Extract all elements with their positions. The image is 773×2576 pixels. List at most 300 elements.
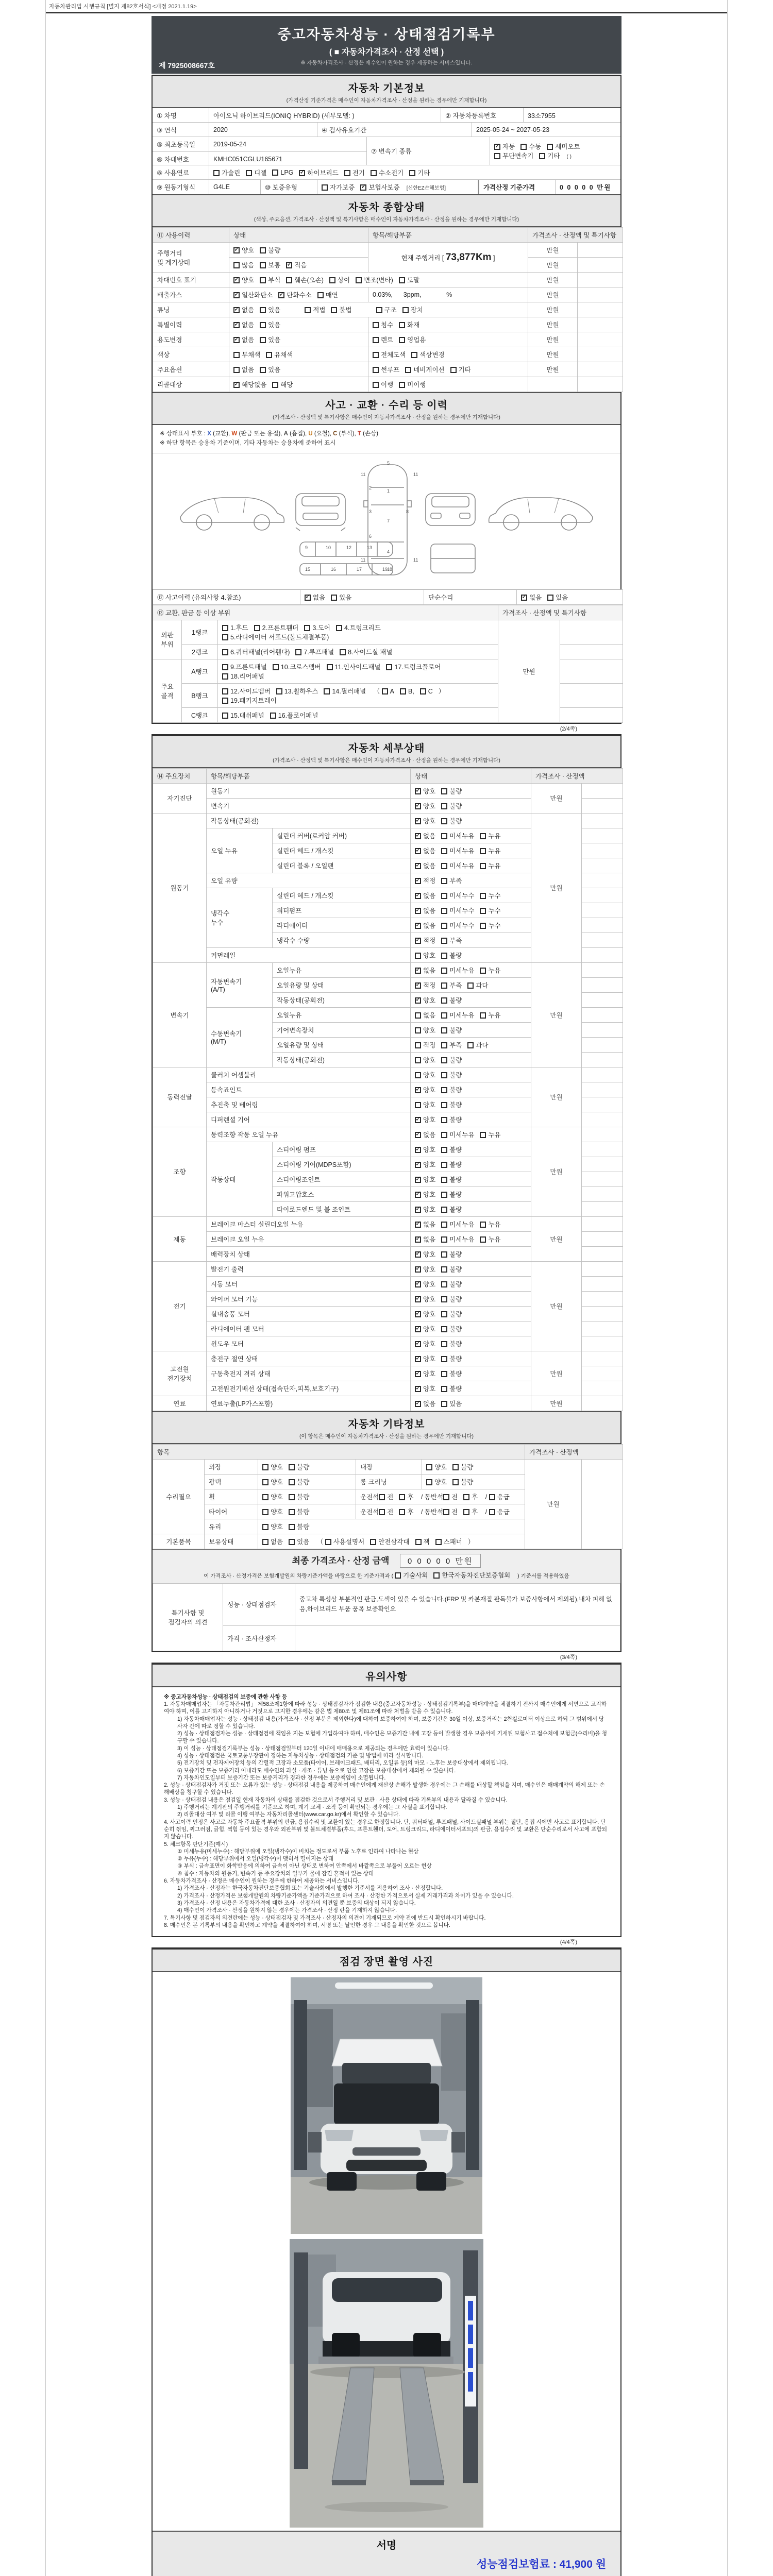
checkbox[interactable] xyxy=(402,307,409,313)
checkbox-option[interactable]: ✓자동 xyxy=(494,143,515,150)
checkbox-option[interactable]: 불량 xyxy=(441,1087,462,1094)
checkbox-option[interactable]: 불량 xyxy=(441,1385,462,1393)
checkbox-option[interactable]: 불량 xyxy=(452,1464,473,1471)
checkbox-option[interactable]: 미세누유 xyxy=(441,1221,474,1228)
checkbox[interactable] xyxy=(441,1027,447,1033)
checkbox-option[interactable]: 없음 xyxy=(233,366,254,374)
checkbox[interactable] xyxy=(480,923,486,929)
checkbox[interactable] xyxy=(441,908,447,914)
checkbox[interactable] xyxy=(480,833,486,839)
checkbox-option[interactable]: 불량 xyxy=(441,1281,462,1288)
checkbox-option[interactable]: ✓ 양호 xyxy=(415,1370,435,1378)
checkbox[interactable] xyxy=(415,1222,421,1228)
checkbox[interactable] xyxy=(441,1222,447,1228)
checkbox[interactable] xyxy=(415,788,421,794)
checkbox-option[interactable]: ✓ 양호 xyxy=(415,1176,435,1183)
checkbox-option[interactable]: 세미오토 xyxy=(547,143,580,150)
checkbox-option[interactable]: 기타 xyxy=(450,366,471,374)
checkbox[interactable] xyxy=(289,1539,295,1545)
checkbox[interactable] xyxy=(262,1509,268,1515)
checkbox-option[interactable]: 미세누유 xyxy=(441,1236,474,1243)
checkbox-option[interactable]: ✓ 없음 xyxy=(415,1131,435,1139)
checkbox-option[interactable]: 전 xyxy=(443,1494,458,1501)
checkbox-option[interactable]: 양호 xyxy=(262,1509,283,1516)
checkbox-option[interactable]: 무채색 xyxy=(233,351,260,359)
checkbox[interactable] xyxy=(441,1072,447,1078)
checkbox-option[interactable]: ✓ 양호 xyxy=(415,1251,435,1258)
checkbox-option[interactable]: 불량 xyxy=(289,1464,309,1471)
checkbox[interactable] xyxy=(233,247,240,253)
checkbox-option[interactable]: ✓ 양호 xyxy=(415,1266,435,1273)
checkbox[interactable] xyxy=(415,923,421,929)
checkbox[interactable] xyxy=(441,1251,447,1258)
checkbox[interactable] xyxy=(415,1266,421,1273)
checkbox[interactable] xyxy=(441,1102,447,1108)
checkbox[interactable] xyxy=(325,1539,331,1545)
checkbox[interactable] xyxy=(260,367,266,373)
checkbox[interactable] xyxy=(304,625,310,631)
checkbox-option[interactable]: ✓ 양호 xyxy=(415,1355,435,1363)
checkbox[interactable] xyxy=(480,1222,486,1228)
checkbox-option[interactable]: ✓ 양호 xyxy=(415,1206,435,1213)
checkbox-option[interactable]: 불량 xyxy=(441,1311,462,1318)
checkbox[interactable] xyxy=(305,307,311,313)
checkbox-option[interactable]: 5.라디에이터 서포트(볼트체결부품) xyxy=(222,634,329,641)
checkbox[interactable] xyxy=(415,953,421,959)
checkbox-option[interactable]: ✓ 없음 xyxy=(415,862,435,870)
checkbox-option[interactable]: 전기 xyxy=(344,168,365,177)
checkbox-option[interactable]: ✓ 없음 xyxy=(415,967,435,974)
checkbox-option[interactable]: 잭 xyxy=(415,1538,430,1546)
checkbox[interactable] xyxy=(443,1509,449,1515)
checkbox[interactable] xyxy=(433,1572,440,1579)
checkbox-option[interactable]: 전체도색 xyxy=(373,351,406,359)
checkbox-option[interactable]: 1.후드 xyxy=(222,624,248,632)
checkbox-option[interactable]: 불량 xyxy=(441,1176,462,1183)
checkbox-option[interactable]: 있음 xyxy=(441,1400,462,1408)
checkbox[interactable] xyxy=(222,713,228,719)
checkbox-option[interactable]: ✓ 양호 xyxy=(415,1341,435,1348)
checkbox-option[interactable]: ✓ 적정 xyxy=(415,877,435,885)
checkbox-option[interactable]: 불량 xyxy=(441,1266,462,1273)
checkbox-option[interactable]: 수동 xyxy=(520,143,541,150)
checkbox-option[interactable]: 누수 xyxy=(480,922,500,929)
checkbox-option[interactable]: 있음 xyxy=(260,336,280,344)
checkbox[interactable] xyxy=(222,649,228,655)
checkbox[interactable] xyxy=(399,277,405,283)
checkbox[interactable] xyxy=(379,1509,385,1515)
checkbox-option[interactable]: 자가보증 xyxy=(322,184,355,191)
checkbox[interactable] xyxy=(289,1509,295,1515)
checkbox[interactable] xyxy=(370,1539,376,1545)
checkbox[interactable] xyxy=(441,848,447,854)
checkbox[interactable] xyxy=(379,1494,385,1500)
checkbox[interactable] xyxy=(213,170,220,176)
checkbox[interactable] xyxy=(317,292,324,298)
checkbox-option[interactable]: 양호 xyxy=(262,1523,283,1531)
checkbox[interactable] xyxy=(336,625,342,631)
checkbox-option[interactable]: 누유 xyxy=(480,1221,500,1228)
checkbox[interactable] xyxy=(415,848,421,854)
checkbox[interactable] xyxy=(415,1371,421,1377)
checkbox-option[interactable]: ✓ 양호 xyxy=(415,1385,435,1393)
checkbox-option[interactable]: 침수 xyxy=(373,321,393,329)
checkbox-option[interactable]: 전 xyxy=(443,1509,458,1516)
checkbox-option[interactable]: 양호 xyxy=(262,1494,283,1501)
checkbox[interactable] xyxy=(441,1311,447,1317)
checkbox-option[interactable]: 부족 xyxy=(441,937,462,944)
checkbox[interactable] xyxy=(260,262,266,268)
checkbox-option[interactable]: 도말 xyxy=(399,277,419,284)
checkbox-option[interactable]: 불량 xyxy=(260,247,280,254)
checkbox[interactable] xyxy=(426,1464,432,1470)
checkbox-option[interactable]: 양호 xyxy=(415,1072,435,1079)
checkbox-option[interactable]: ✓ 양호 xyxy=(415,818,435,825)
checkbox-option[interactable]: 불량 xyxy=(441,1101,462,1109)
checkbox[interactable] xyxy=(222,688,228,694)
checkbox-option[interactable]: 있음 xyxy=(331,594,351,601)
checkbox-option[interactable]: 불량 xyxy=(289,1523,309,1531)
checkbox-option[interactable]: 있음 xyxy=(260,366,280,374)
checkbox-option[interactable]: ✓ 양호 xyxy=(415,1161,435,1168)
checkbox[interactable] xyxy=(415,1401,421,1407)
checkbox[interactable] xyxy=(289,1524,295,1530)
checkbox-option[interactable]: 누유 xyxy=(480,848,500,855)
checkbox[interactable] xyxy=(441,1296,447,1302)
checkbox[interactable] xyxy=(405,367,411,373)
checkbox[interactable] xyxy=(322,184,328,191)
checkbox[interactable] xyxy=(233,382,240,388)
checkbox[interactable] xyxy=(441,1057,447,1063)
checkbox-option[interactable]: 양호 xyxy=(262,1464,283,1471)
checkbox-option[interactable]: 불량 xyxy=(441,818,462,825)
checkbox[interactable] xyxy=(415,1296,421,1302)
checkbox-option[interactable]: 부족 xyxy=(441,1042,462,1049)
checkbox[interactable] xyxy=(441,1386,447,1392)
checkbox-option[interactable]: 무단변속기 xyxy=(494,152,533,160)
checkbox[interactable] xyxy=(222,673,228,680)
checkbox[interactable] xyxy=(441,968,447,974)
checkbox-option[interactable]: ✓ 양호 xyxy=(415,1311,435,1318)
checkbox-option[interactable]: 3.도어 xyxy=(304,624,330,632)
checkbox-option[interactable]: ✓ 양호 xyxy=(233,277,254,284)
checkbox[interactable] xyxy=(415,833,421,839)
checkbox[interactable] xyxy=(441,1326,447,1332)
checkbox-option[interactable]: 부족 xyxy=(441,877,462,885)
checkbox[interactable] xyxy=(286,277,292,283)
checkbox-option[interactable]: ✓ 없음 xyxy=(415,892,435,900)
checkbox[interactable] xyxy=(289,1479,295,1485)
checkbox-option[interactable]: 장치 xyxy=(402,307,423,314)
checkbox[interactable] xyxy=(266,352,272,358)
checkbox[interactable] xyxy=(262,1494,268,1500)
checkbox-option[interactable]: 불량 xyxy=(441,997,462,1004)
checkbox[interactable] xyxy=(286,262,292,268)
checkbox-option[interactable]: 불량 xyxy=(441,952,462,959)
checkbox-option[interactable]: 15.대쉬패널 xyxy=(222,712,264,719)
checkbox[interactable] xyxy=(415,803,421,809)
checkbox-option[interactable]: 많음 xyxy=(233,262,254,269)
checkbox-option[interactable]: 과다 xyxy=(467,1042,488,1049)
checkbox[interactable] xyxy=(547,144,553,150)
checkbox-option[interactable]: ✓ 양호 xyxy=(415,788,435,795)
checkbox-option[interactable]: 후 xyxy=(399,1509,413,1516)
checkbox-option[interactable]: 있음 xyxy=(547,594,568,601)
checkbox-option[interactable]: 양호 xyxy=(415,952,435,959)
checkbox[interactable] xyxy=(520,144,527,150)
checkbox[interactable] xyxy=(273,664,279,670)
checkbox[interactable] xyxy=(441,818,447,824)
checkbox[interactable] xyxy=(415,878,421,884)
checkbox[interactable] xyxy=(400,688,406,694)
checkbox[interactable] xyxy=(415,1027,421,1033)
checkbox[interactable] xyxy=(415,1251,421,1258)
checkbox[interactable] xyxy=(305,595,311,601)
checkbox[interactable] xyxy=(494,144,500,150)
checkbox[interactable] xyxy=(373,352,379,358)
checkbox[interactable] xyxy=(480,893,486,899)
checkbox[interactable] xyxy=(480,863,486,869)
checkbox-option[interactable]: 훼손(오손) xyxy=(286,277,324,284)
checkbox[interactable] xyxy=(222,625,228,631)
checkbox-option[interactable]: 16.플로어패널 xyxy=(270,712,318,719)
checkbox[interactable] xyxy=(262,1479,268,1485)
checkbox[interactable] xyxy=(289,1494,295,1500)
checkbox-option[interactable]: 미세누유 xyxy=(441,1131,474,1139)
checkbox-option[interactable]: 후 xyxy=(463,1494,478,1501)
checkbox-option[interactable]: 사용설명서 xyxy=(325,1538,364,1546)
checkbox-option[interactable]: 미이행 xyxy=(399,381,426,388)
checkbox-option[interactable]: 불량 xyxy=(441,1116,462,1124)
checkbox-option[interactable]: ✓ 없음 xyxy=(415,1236,435,1243)
checkbox[interactable] xyxy=(415,1192,421,1198)
checkbox[interactable] xyxy=(415,997,421,1004)
checkbox[interactable] xyxy=(441,1042,447,1048)
checkbox-option[interactable]: 불량 xyxy=(441,1057,462,1064)
checkbox[interactable] xyxy=(399,382,405,388)
checkbox[interactable] xyxy=(415,1042,421,1048)
checkbox[interactable] xyxy=(467,1042,474,1048)
checkbox[interactable] xyxy=(480,848,486,854)
checkbox-option[interactable]: 응급 xyxy=(489,1509,510,1516)
checkbox[interactable] xyxy=(272,170,278,176)
checkbox[interactable] xyxy=(262,1464,268,1470)
checkbox[interactable] xyxy=(415,893,421,899)
checkbox[interactable] xyxy=(441,938,447,944)
checkbox-option[interactable]: ✓ 양호 xyxy=(415,1191,435,1198)
checkbox-option[interactable]: 한국자동차진단보증협회 xyxy=(433,1572,510,1579)
checkbox[interactable] xyxy=(289,1464,295,1470)
checkbox-option[interactable]: 누수 xyxy=(480,907,500,914)
checkbox[interactable] xyxy=(463,1494,469,1500)
checkbox-option[interactable]: ✓ 하이브리드 xyxy=(299,168,338,177)
checkbox[interactable] xyxy=(441,1132,447,1138)
checkbox[interactable] xyxy=(415,1207,421,1213)
checkbox-option[interactable]: 후 xyxy=(463,1509,478,1516)
checkbox[interactable] xyxy=(441,982,447,989)
checkbox[interactable] xyxy=(435,1539,442,1545)
checkbox[interactable] xyxy=(329,277,335,283)
checkbox[interactable] xyxy=(386,664,392,670)
checkbox-option[interactable]: 불량 xyxy=(441,1296,462,1303)
checkbox[interactable] xyxy=(399,1494,405,1500)
checkbox-option[interactable]: ✓ 없음 xyxy=(305,594,325,601)
checkbox-option[interactable]: ✓ 없음 xyxy=(233,321,254,329)
checkbox-option[interactable]: 양호 xyxy=(426,1479,447,1486)
checkbox-option[interactable]: ✓ 탄화수소 xyxy=(278,292,311,299)
checkbox[interactable] xyxy=(371,170,377,176)
checkbox-option[interactable]: 6.쿼터패널(리어휀다) xyxy=(222,649,290,656)
checkbox-option[interactable]: 11.인사이드패널 xyxy=(327,664,381,671)
checkbox[interactable] xyxy=(489,1494,495,1500)
checkbox[interactable] xyxy=(233,322,240,328)
checkbox-option[interactable]: 있음 xyxy=(260,321,280,329)
checkbox-option[interactable]: 누유 xyxy=(480,1012,500,1019)
checkbox[interactable] xyxy=(246,170,252,176)
checkbox[interactable] xyxy=(415,1236,421,1243)
checkbox-option[interactable]: B, xyxy=(400,688,414,695)
checkbox[interactable] xyxy=(415,1132,421,1138)
checkbox[interactable] xyxy=(441,833,447,839)
checkbox-option[interactable]: 미세누유 xyxy=(441,833,474,840)
checkbox[interactable] xyxy=(441,878,447,884)
checkbox[interactable] xyxy=(441,997,447,1004)
checkbox-option[interactable]: ✓ 양호 xyxy=(415,1296,435,1303)
checkbox[interactable] xyxy=(260,307,266,313)
checkbox[interactable] xyxy=(360,184,366,191)
checkbox[interactable] xyxy=(415,1539,422,1545)
checkbox[interactable] xyxy=(450,367,457,373)
checkbox-option[interactable]: 누유 xyxy=(480,862,500,870)
checkbox-option[interactable]: 보통 xyxy=(260,262,280,269)
checkbox[interactable] xyxy=(382,688,388,694)
checkbox[interactable] xyxy=(324,688,330,694)
checkbox[interactable] xyxy=(415,1087,421,1093)
checkbox[interactable] xyxy=(415,1057,421,1063)
checkbox[interactable] xyxy=(441,1162,447,1168)
checkbox[interactable] xyxy=(331,595,337,601)
checkbox-option[interactable]: 미세누수 xyxy=(441,922,474,929)
checkbox-option[interactable]: 렌트 xyxy=(373,336,393,344)
checkbox[interactable] xyxy=(547,595,553,601)
checkbox[interactable] xyxy=(443,1494,449,1500)
checkbox-option[interactable]: 불량 xyxy=(289,1494,309,1501)
checkbox-option[interactable]: ✓ 없음 xyxy=(233,336,254,344)
checkbox-option[interactable]: 19.패키지트레이 xyxy=(222,697,277,704)
checkbox-option[interactable]: ✓ 일산화탄소 xyxy=(233,292,273,299)
checkbox-option[interactable]: 양호 xyxy=(415,1057,435,1064)
checkbox[interactable] xyxy=(373,337,379,343)
checkbox[interactable] xyxy=(441,1341,447,1347)
checkbox[interactable] xyxy=(373,322,379,328)
checkbox-option[interactable]: 적정 xyxy=(415,1042,435,1049)
checkbox-option[interactable]: 해당 xyxy=(272,381,293,388)
checkbox[interactable] xyxy=(233,307,240,313)
checkbox-option[interactable]: 이행 xyxy=(373,381,393,388)
checkbox[interactable] xyxy=(373,367,379,373)
checkbox-option[interactable]: ✓ 적정 xyxy=(415,937,435,944)
checkbox[interactable] xyxy=(233,262,240,268)
checkbox-option[interactable]: 8.사이드실 패널 xyxy=(340,649,392,656)
checkbox-option[interactable]: 미세누유 xyxy=(441,848,474,855)
checkbox[interactable] xyxy=(276,688,282,694)
checkbox[interactable] xyxy=(452,1479,459,1485)
checkbox[interactable] xyxy=(415,1177,421,1183)
checkbox[interactable] xyxy=(441,1236,447,1243)
checkbox[interactable] xyxy=(254,625,260,631)
checkbox[interactable] xyxy=(233,292,240,298)
checkbox[interactable] xyxy=(222,634,228,640)
checkbox[interactable] xyxy=(415,1341,421,1347)
checkbox[interactable] xyxy=(399,322,405,328)
checkbox-option[interactable]: 불량 xyxy=(441,1027,462,1034)
checkbox-option[interactable]: ✓ 양호 xyxy=(415,1087,435,1094)
checkbox-option[interactable]: 13.휠하우스 xyxy=(276,688,318,695)
checkbox-option[interactable]: ✓양호 xyxy=(233,247,254,254)
checkbox-option[interactable]: 기타 xyxy=(539,152,560,160)
checkbox[interactable] xyxy=(494,153,500,159)
checkbox-option[interactable]: 구조 xyxy=(376,307,397,314)
checkbox-option[interactable]: 없음 xyxy=(262,1538,283,1546)
checkbox[interactable] xyxy=(376,307,382,313)
checkbox-option[interactable]: 누수 xyxy=(480,892,500,900)
checkbox[interactable] xyxy=(411,352,417,358)
checkbox-option[interactable]: 유채색 xyxy=(266,351,293,359)
checkbox-option[interactable]: 있음 xyxy=(260,307,280,314)
checkbox-option[interactable]: 양호 xyxy=(426,1464,447,1471)
checkbox[interactable] xyxy=(441,1192,447,1198)
checkbox-option[interactable]: ✓ 양호 xyxy=(415,997,435,1004)
checkbox-option[interactable]: 불량 xyxy=(441,1251,462,1258)
checkbox[interactable] xyxy=(295,649,301,655)
checkbox[interactable] xyxy=(480,1012,486,1019)
checkbox-option[interactable]: 기타 xyxy=(409,168,430,177)
checkbox-option[interactable]: 불법 xyxy=(331,307,351,314)
checkbox[interactable] xyxy=(441,1177,447,1183)
checkbox[interactable] xyxy=(356,277,362,283)
checkbox-option[interactable]: A xyxy=(382,688,394,695)
checkbox-option[interactable]: 불량 xyxy=(441,1326,462,1333)
checkbox[interactable] xyxy=(441,953,447,959)
checkbox-option[interactable]: 불량 xyxy=(441,1146,462,1154)
checkbox-option[interactable]: 불량 xyxy=(289,1479,309,1486)
checkbox[interactable] xyxy=(441,803,447,809)
checkbox-option[interactable]: 누유 xyxy=(480,1131,500,1139)
checkbox-option[interactable]: 상이 xyxy=(329,277,350,284)
checkbox-option[interactable]: 미세누유 xyxy=(441,862,474,870)
checkbox[interactable] xyxy=(399,1509,405,1515)
checkbox[interactable] xyxy=(441,1281,447,1287)
checkbox-option[interactable]: ✓ 해당없음 xyxy=(233,381,266,388)
checkbox-option[interactable]: 응급 xyxy=(489,1494,510,1501)
checkbox[interactable] xyxy=(441,923,447,929)
checkbox[interactable] xyxy=(415,1072,421,1078)
checkbox-option[interactable]: ✓ 없음 xyxy=(415,833,435,840)
checkbox-option[interactable]: C xyxy=(420,688,433,695)
checkbox-option[interactable]: 7.루프패널 xyxy=(295,649,334,656)
checkbox-option[interactable]: 12.사이드멤버 xyxy=(222,688,271,695)
checkbox-option[interactable]: ✓ 양호 xyxy=(415,1326,435,1333)
checkbox[interactable] xyxy=(441,893,447,899)
checkbox-option[interactable]: ✓ 없음 xyxy=(415,1400,435,1408)
checkbox-option[interactable]: ✓ 양호 xyxy=(415,1146,435,1154)
checkbox[interactable] xyxy=(441,1371,447,1377)
checkbox[interactable] xyxy=(415,1102,421,1108)
checkbox[interactable] xyxy=(467,982,474,989)
checkbox[interactable] xyxy=(420,688,426,694)
checkbox-option[interactable]: 영업용 xyxy=(399,336,426,344)
checkbox-option[interactable]: 전 xyxy=(379,1509,393,1516)
